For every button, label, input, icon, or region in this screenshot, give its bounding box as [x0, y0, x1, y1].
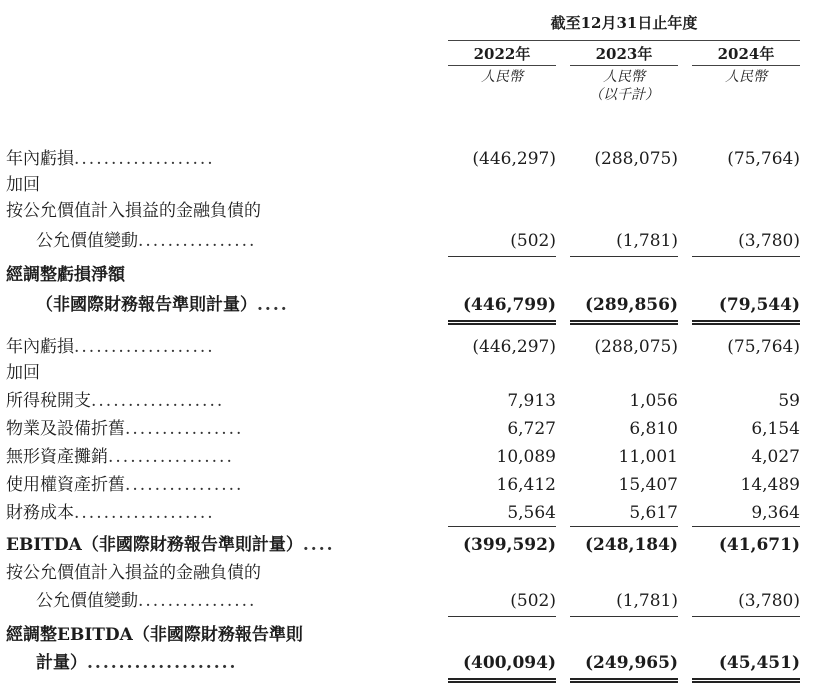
subtotal-rule	[448, 526, 556, 527]
currency-label: 人民幣	[725, 69, 767, 85]
currency-label: 人民幣	[603, 69, 645, 85]
total-double-rule	[570, 678, 678, 683]
table-row-adjusted-ebitda-heading	[0, 622, 817, 648]
value-2024: 6,154	[751, 419, 800, 439]
value-2024: 4,027	[751, 447, 800, 467]
period-header: 截至12月31日止年度	[550, 14, 698, 32]
value-2022: (446,799)	[463, 295, 556, 315]
row-label: 無形資產攤銷.................	[6, 447, 234, 467]
row-label: 年內虧損...................	[6, 337, 215, 357]
row-label: 加回	[6, 175, 40, 195]
value-2024: (41,671)	[718, 535, 800, 555]
subtotal-rule	[692, 616, 800, 617]
year-label: 2024年	[717, 45, 775, 63]
subtotal-rule	[692, 526, 800, 527]
table-row-add-back	[0, 360, 817, 386]
year-rule	[570, 65, 678, 66]
value-2023: (288,075)	[594, 149, 678, 169]
value-2023: (289,856)	[585, 295, 678, 315]
column-header-2024	[692, 44, 800, 86]
value-2022: (446,297)	[472, 337, 556, 357]
table-row-loss-for-year	[0, 334, 817, 360]
column-header-2023	[570, 44, 678, 104]
value-2024: 9,364	[751, 503, 800, 523]
value-2024: 14,489	[740, 475, 800, 495]
subtotal-rule	[570, 256, 678, 257]
table-row-ebitda	[0, 532, 817, 558]
value-2023: (288,075)	[594, 337, 678, 357]
row-label: 所得稅開支..................	[6, 391, 225, 411]
table-row-fvtpl-heading	[0, 560, 817, 586]
table-row-rou-depreciation	[0, 472, 817, 498]
total-double-rule	[692, 678, 800, 683]
table-row-adjusted-net-loss-heading	[0, 262, 817, 288]
value-2023: 15,407	[618, 475, 678, 495]
unit-label: （以千計）	[589, 87, 659, 103]
row-label: 公允價值變動................	[36, 591, 257, 611]
row-label: 經調整EBITDA（非國際財務報告準則	[6, 625, 303, 645]
table-row-intangible-amortisation	[0, 444, 817, 470]
row-label: 按公允價值計入損益的金融負債的	[6, 201, 261, 221]
table-row-fv-change	[0, 588, 817, 614]
value-2024: 59	[778, 391, 800, 411]
value-2022: (502)	[510, 231, 556, 251]
value-2022: 7,913	[507, 391, 556, 411]
total-double-rule	[692, 320, 800, 325]
value-2022: (446,297)	[472, 149, 556, 169]
value-2023: (1,781)	[616, 591, 678, 611]
value-2022: 10,089	[496, 447, 556, 467]
row-label: 加回	[6, 363, 40, 383]
table-row-loss-for-year	[0, 146, 817, 172]
total-double-rule	[570, 320, 678, 325]
value-2022: (400,094)	[463, 653, 556, 673]
currency-label: 人民幣	[481, 69, 523, 85]
value-2024: (3,780)	[738, 231, 800, 251]
row-label: （非國際財務報告準則計量）....	[36, 295, 289, 315]
row-label: 財務成本...................	[6, 503, 215, 523]
table-row-fvtpl-heading	[0, 198, 817, 224]
table-row-fv-change	[0, 228, 817, 254]
value-2023: (1,781)	[616, 231, 678, 251]
value-2024: (75,764)	[727, 337, 800, 357]
value-2022: (399,592)	[463, 535, 556, 555]
table-row-adjusted-ebitda	[0, 650, 817, 676]
year-rule	[692, 65, 800, 66]
value-2023: (248,184)	[585, 535, 678, 555]
table-row-adjusted-net-loss	[0, 292, 817, 318]
value-2023: (249,965)	[585, 653, 678, 673]
row-label: 按公允價值計入損益的金融負債的	[6, 563, 261, 583]
row-label: 年內虧損...................	[6, 149, 215, 169]
subtotal-rule	[570, 526, 678, 527]
total-double-rule	[448, 320, 556, 325]
table-row-finance-costs	[0, 500, 817, 526]
row-label: EBITDA（非國際財務報告準則計量）....	[6, 535, 335, 555]
value-2023: 11,001	[618, 447, 678, 467]
table-row-ppe-depreciation	[0, 416, 817, 442]
value-2024: (3,780)	[738, 591, 800, 611]
subtotal-rule	[692, 256, 800, 257]
total-double-rule	[448, 678, 556, 683]
value-2022: 6,727	[507, 419, 556, 439]
year-label: 2022年	[473, 45, 531, 63]
value-2024: (45,451)	[718, 653, 800, 673]
value-2024: (79,544)	[718, 295, 800, 315]
row-label: 計量）...................	[36, 653, 238, 673]
subtotal-rule	[448, 616, 556, 617]
row-label: 公允價值變動................	[36, 231, 257, 251]
year-label: 2023年	[595, 45, 653, 63]
period-rule	[448, 40, 800, 41]
table-row-income-tax	[0, 388, 817, 414]
value-2024: (75,764)	[727, 149, 800, 169]
table-row-add-back	[0, 172, 817, 198]
row-label: 經調整虧損淨額	[6, 265, 125, 285]
value-2023: 1,056	[629, 391, 678, 411]
value-2022: 16,412	[496, 475, 556, 495]
value-2022: 5,564	[507, 503, 556, 523]
value-2023: 5,617	[629, 503, 678, 523]
row-label: 物業及設備折舊................	[6, 419, 244, 439]
year-rule	[448, 65, 556, 66]
subtotal-rule	[448, 256, 556, 257]
value-2022: (502)	[510, 591, 556, 611]
subtotal-rule	[570, 616, 678, 617]
column-header-2022	[448, 44, 556, 86]
value-2023: 6,810	[629, 419, 678, 439]
row-label: 使用權資產折舊................	[6, 475, 244, 495]
